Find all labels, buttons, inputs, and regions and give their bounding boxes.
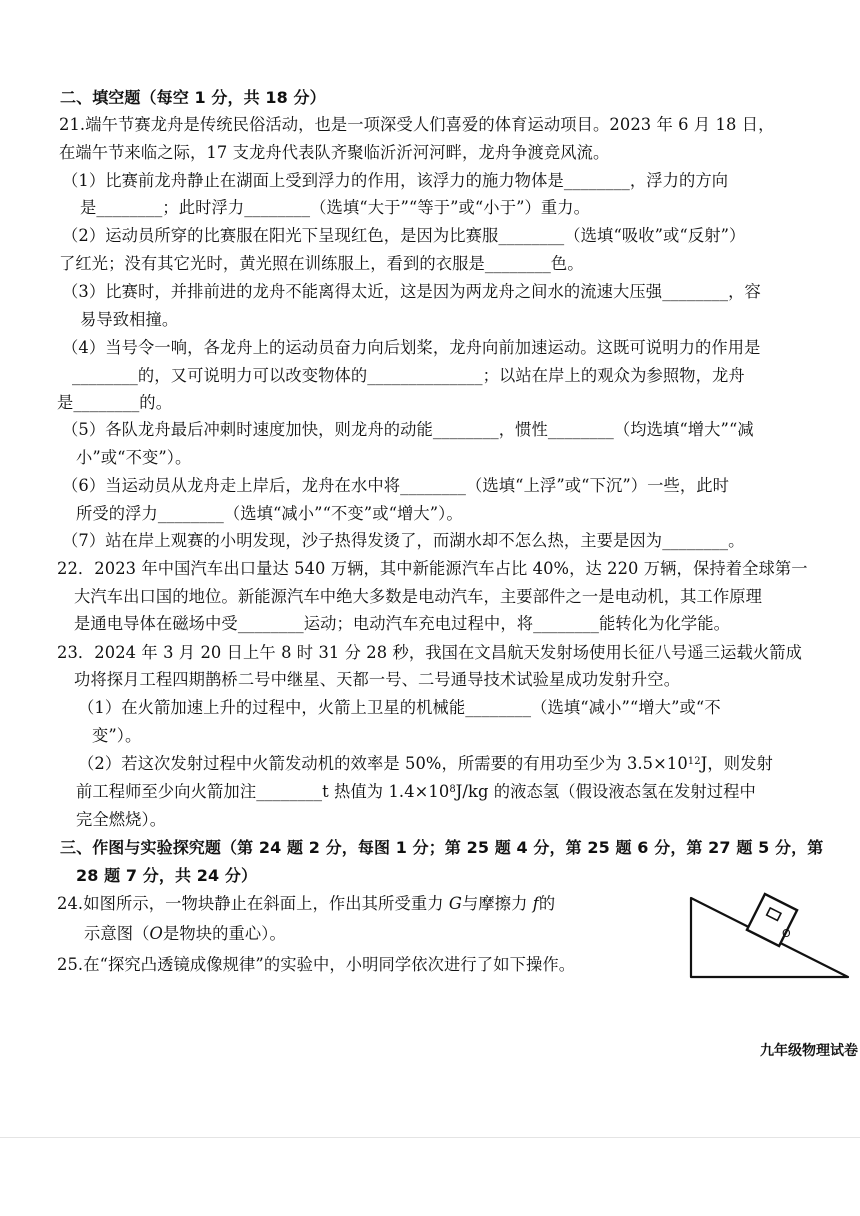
q24-text-a: 24.如图所示，一物块静止在斜面上，作出其所受重力: [57, 894, 449, 913]
q24-line-2: [84, 923, 286, 945]
q23-part2-text-b: J，则发射: [700, 754, 773, 773]
q23-part2-text-d: J/kg 的液态氢（假设液态氢在发射过程中: [455, 782, 756, 801]
q21-part4-line-3: 是________的。: [57, 393, 173, 412]
q21-stem-line-1: 21.端午节赛龙舟是传统民俗活动，也是一项深受人们喜爱的体育运动项目。2023 年 6 月 18 日，: [59, 115, 775, 134]
section-heading-experiment-cont: 28 题 7 分，共 24 分）: [76, 866, 258, 885]
section-heading-fill-blank: 二、填空题（每空 1 分，共 18 分）: [60, 88, 326, 107]
q21-part2-line-1: （2）运动员所穿的比赛服在阳光下呈现红色，是因为比赛服________（选填“吸收”或“反射”）: [62, 226, 746, 245]
page-footer: 九年级物理试卷: [760, 1043, 858, 1059]
q23-line-2: 功将探月工程四期鹊桥二号中继星、天都一号、二号通导技术试验星成功发射升空。: [74, 670, 681, 689]
q21-part1-line-1: （1）比赛前龙舟静止在湖面上受到浮力的作用，该浮力的施力物体是________，浮力的方向: [62, 171, 729, 190]
q23-part2-line-1: [78, 753, 773, 775]
q24-text-d: 示意图（: [84, 924, 150, 943]
q23-exponent-12: 12: [687, 756, 701, 767]
friction-symbol: f: [532, 894, 539, 913]
q24-line-1: [57, 893, 555, 915]
q23-exponent-8: 8: [449, 784, 456, 795]
q23-line-1: 23．2024 年 3 月 20 日上午 8 时 31 分 28 秒，我国在文昌航天发射场使用长征八号遥三运载火箭成: [57, 643, 803, 662]
q23-part2-line-3: 完全燃烧）。: [76, 810, 167, 829]
q22-line-3: 是通电导体在磁场中受________运动；电动汽车充电过程中，将________能转化为化学能。: [74, 614, 731, 633]
center-of-mass-label: O: [782, 927, 791, 940]
q23-part2-line-2: [76, 781, 756, 803]
q21-part3-line-2: 易导致相撞。: [80, 310, 179, 329]
q23-part1-line-1: （1）在火箭加速上升的过程中，火箭上卫星的机械能________（选填“减小”“增大”或“不: [78, 698, 721, 717]
q23-part1-line-2: 变”）。: [92, 726, 142, 745]
q21-part4-line-1: （4）当号令一响，各龙舟上的运动员奋力向后划桨，龙舟向前加速运动。这既可说明力的作用是: [62, 338, 761, 357]
page-bottom-divider: [0, 1137, 860, 1138]
q21-stem-line-2: 在端午节来临之际，17 支龙舟代表队齐聚临沂沂河河畔，龙舟争渡竞风流。: [59, 143, 610, 162]
q21-part3-line-1: （3）比赛时，并排前进的龙舟不能离得太近，这是因为两龙舟之间水的流速大压强________，容: [62, 282, 761, 301]
q21-part6-line-2: 所受的浮力________（选填“减小”“不变”或“增大”）。: [76, 504, 463, 523]
q21-part5-line-1: （5）各队龙舟最后冲刺时速度加快，则龙舟的动能________，惯性________（均选填“增大”“减: [62, 420, 754, 439]
center-of-mass-symbol: O: [149, 924, 163, 943]
incline-block-figure: [688, 860, 853, 985]
gravity-symbol: G: [448, 894, 462, 913]
q24-text-b: 与摩擦力: [461, 894, 533, 913]
q21-part7: （7）站在岸上观赛的小明发现，沙子热得发烫了，而湖水却不怎么热，主要是因为________。: [62, 531, 745, 550]
q23-part2-text-a: （2）若这次发射过程中火箭发动机的效率是 50%，所需要的有用功至少为 3.5×10: [78, 754, 688, 773]
section-heading-experiment: 三、作图与实验探究题（第 24 题 2 分，每图 1 分；第 25 题 4 分，第 25 题 6 分，第 27 题 5 分，第: [60, 838, 824, 857]
q21-part4-line-2: ________的，又可说明力可以改变物体的______________；以站在岸上的观众为参照物，龙舟: [72, 366, 745, 385]
q24-text-c: 的: [538, 894, 556, 913]
q23-part2-text-c: 前工程师至少向火箭加注________t 热值为 1.4×10: [76, 782, 450, 801]
q24-text-e: 是物块的重心）。: [162, 924, 286, 943]
q21-part2-line-2: 了红光；没有其它光时，黄光照在训练服上，看到的衣服是________色。: [59, 254, 584, 273]
q21-part1-line-2: 是________；此时浮力________（选填“大于”“等于”或“小于”）重力。: [80, 198, 591, 217]
q25-line-1: 25.在“探究凸透镜成像规律”的实验中，小明同学依次进行了如下操作。: [57, 955, 576, 974]
q22-line-2: 大汽车出口国的地位。新能源汽车中绝大多数是电动汽车，主要部件之一是电动机，其工作原理: [74, 587, 763, 606]
q21-part5-line-2: 小”或“不变”）。: [76, 448, 192, 467]
q21-part6-line-1: （6）当运动员从龙舟走上岸后，龙舟在水中将________（选填“上浮”或“下沉”）一些，此时: [62, 476, 730, 495]
q22-line-1: 22．2023 年中国汽车出口量达 540 万辆，其中新能源汽车占比 40%，达 220 万辆，保持着全球第一: [57, 559, 808, 578]
